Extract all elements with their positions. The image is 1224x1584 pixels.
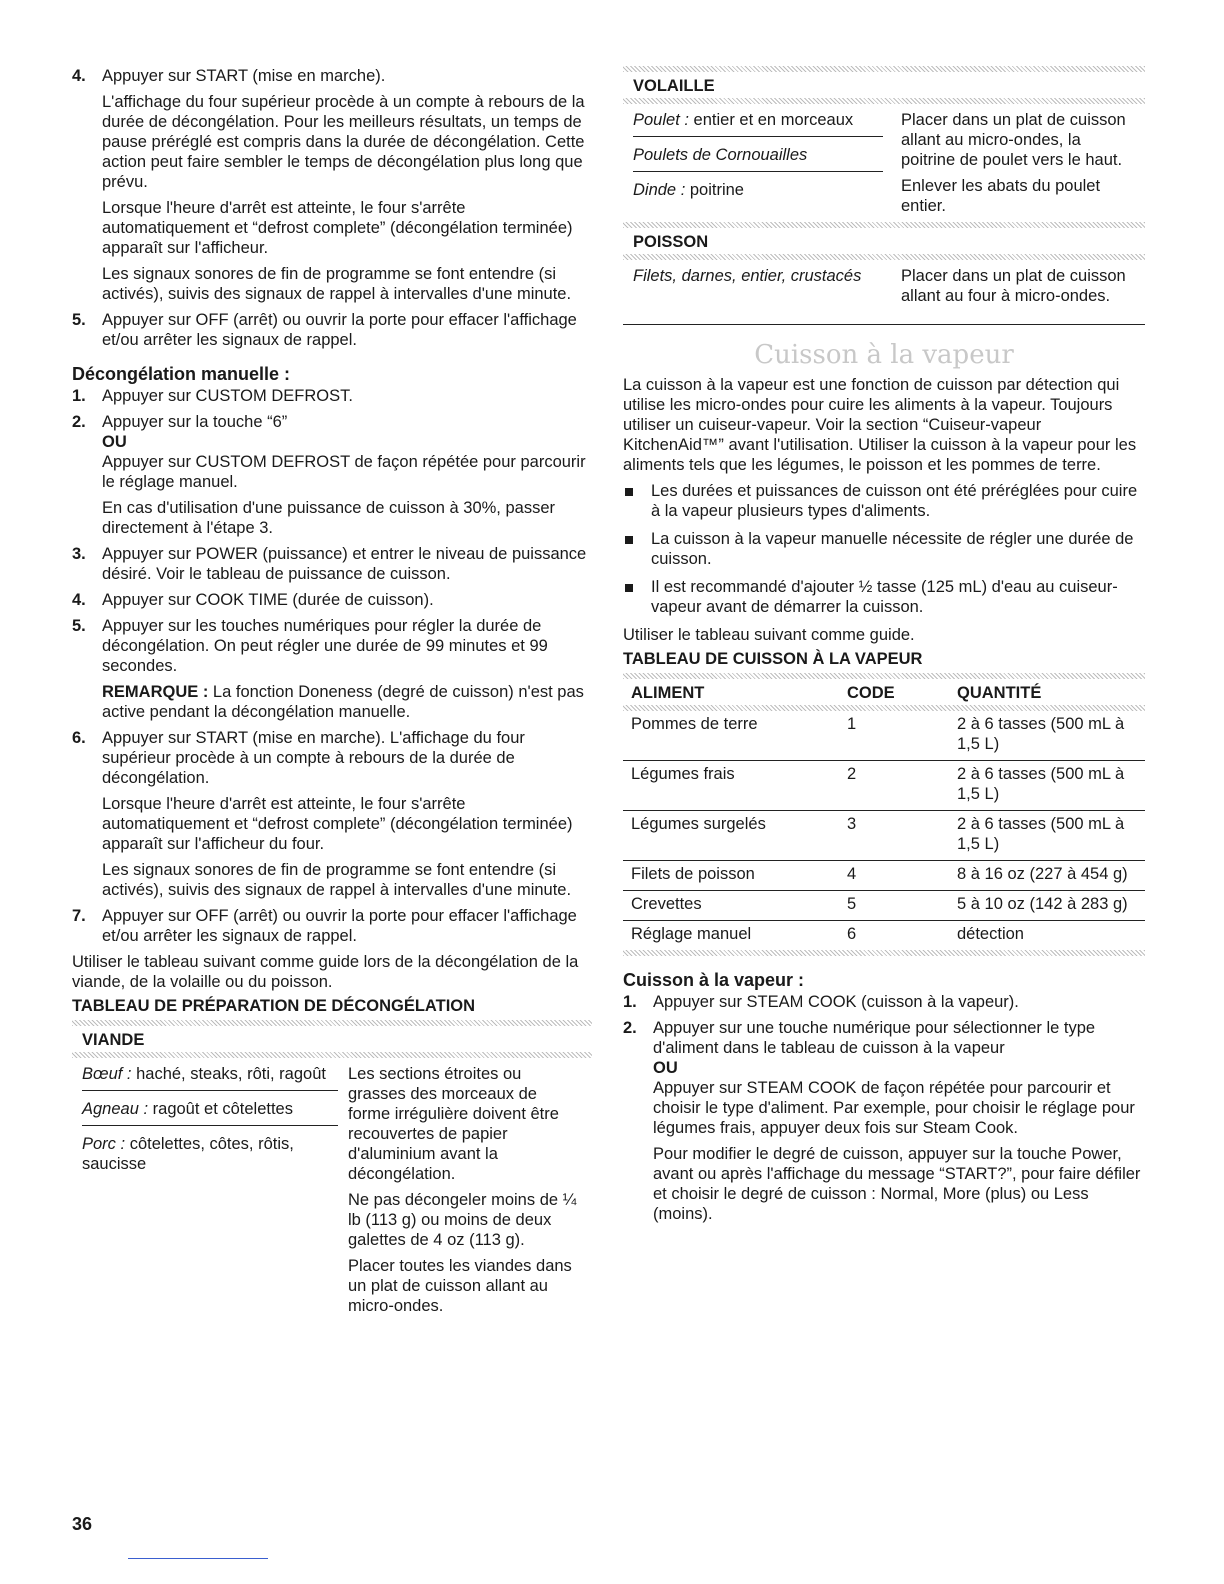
right-column (623, 66, 1145, 1230)
table-row (623, 861, 1145, 891)
manual-step-3 (72, 544, 592, 584)
bullet-text: La cuisson à la vapeur manuelle nécessite de régler une durée de cuisson. (651, 530, 1134, 568)
food-detail: entier et en morceaux (688, 111, 854, 129)
step-text: Appuyer sur une touche numérique pour sélectionner le type d'aliment dans le tableau de cuisson à la vapeur (653, 1019, 1096, 1057)
hatch-divider (623, 950, 1145, 956)
instruction: Placer toutes les viandes dans un plat de cuisson allant au micro-ondes. (348, 1257, 572, 1315)
table-cell: 6 (847, 925, 857, 943)
step-text: Les signaux sonores de fin de programme se font entendre (si activés), suivis des signaux de rappel à intervalles d'une minute. (102, 861, 572, 899)
food-cell (633, 143, 883, 172)
steam-table-title: TABLEAU DE CUISSON À LA VAPEUR (623, 650, 923, 668)
viande-heading: VIANDE (82, 1031, 145, 1049)
table-row (623, 811, 1145, 861)
food-name: Bœuf : (82, 1065, 132, 1083)
food-cell (82, 1132, 338, 1180)
step-text: Lorsque l'heure d'arrêt est atteinte, le four s'arrête automatiquement et “defrost complete” (décongélation terminée) apparaît sur l'afficheur. (102, 199, 573, 257)
footer-rule (128, 1558, 268, 1559)
food-name: Poulet : (633, 111, 689, 129)
step-5 (72, 310, 592, 350)
manual-step-4 (72, 590, 592, 610)
poisson-heading: POISSON (633, 233, 709, 251)
instruction: Ne pas décongeler moins de ¼ lb (113 g) ou moins de deux galettes de 4 oz (113 g). (348, 1191, 577, 1249)
step-text: Appuyer sur la touche “6” (102, 413, 288, 431)
page-number: 36 (72, 1514, 93, 1534)
steam-step-1 (623, 992, 1145, 1012)
food-name: Filets, darnes, entier, crustacés (633, 267, 862, 285)
bullet-square-icon (625, 584, 633, 592)
instruction: Les sections étroites ou grasses des morceaux de forme irrégulière doivent être recouvertes de papier d'aluminium avant la décongélation. (348, 1065, 559, 1183)
steam-step-2 (623, 1018, 1145, 1224)
steam-intro: La cuisson à la vapeur est une fonction de cuisson par détection qui utilise les micro-ondes pour cuire les aliments à la vapeur. Toujours utiliser un cuiseur-vapeur. Voir la section “Cuiseur-vapeur KitchenAid™” avant l'utilisation. Utiliser la cuisson à la vapeur pour les aliments tels que les légumes, le poisson et les pommes de terre. (623, 376, 1137, 474)
manual-defrost-heading: Décongélation manuelle : (72, 364, 291, 384)
step-text: Pour modifier le degré de cuisson, appuyer sur la touche Power, avant ou après l'affichage du message “START?”, pour faire défiler et choisir le degré de cuisson : Normal, More (plus) ou Less (moins). (653, 1145, 1141, 1223)
column-header: QUANTITÉ (957, 684, 1042, 702)
table-cell: 2 (839, 761, 949, 811)
table-row (623, 921, 1145, 951)
step-number: 5. (72, 617, 86, 635)
step-text: Lorsque l'heure d'arrêt est atteinte, le four s'arrête automatiquement et “defrost complete” (décongélation terminée) apparaît sur l'afficheur du four. (102, 795, 573, 853)
step-number: 1. (72, 387, 86, 405)
step-text: Appuyer sur les touches numériques pour régler la durée de décongélation. On peut régler une durée de 99 minutes et 99 secondes. (102, 617, 548, 675)
step-text: Appuyer sur CUSTOM DEFROST de façon répétée pour parcourir le réglage manuel. (102, 453, 586, 491)
bullet-item (623, 529, 1145, 569)
step-text: Appuyer sur START (mise en marche). (102, 67, 386, 85)
step-text: Appuyer sur CUSTOM DEFROST. (102, 387, 353, 405)
food-name: Dinde : (633, 181, 686, 199)
table-row (623, 761, 1145, 811)
step-number: 5. (72, 311, 86, 329)
step-text: Appuyer sur STEAM COOK de façon répétée pour parcourir et choisir le type d'aliment. Par exemple, pour choisir le réglage pour légumes frais, appuyer deux fois sur Steam Cook. (653, 1079, 1135, 1137)
manual-step-2 (72, 412, 592, 538)
table-cell: 3 (839, 811, 949, 861)
table-cell: 4 (839, 861, 949, 891)
table-header-row (623, 679, 1145, 705)
food-name: Poulets de Cornouailles (633, 146, 808, 164)
table-cell: 2 à 6 tasses (500 mL à 1,5 L) (949, 711, 1145, 761)
step-4 (72, 66, 592, 304)
food-name: Agneau : (82, 1100, 149, 1118)
defrost-table-title: TABLEAU DE PRÉPARATION DE DÉCONGÉLATION (72, 997, 476, 1015)
step-number: 7. (72, 907, 86, 925)
viande-table (72, 1058, 592, 1322)
manual-step-1 (72, 386, 592, 406)
step-text: Les signaux sonores de fin de programme se font entendre (si activés), suivis des signaux de rappel à intervalles d'une minute. (102, 265, 572, 303)
bullet-item (623, 481, 1145, 521)
table-row (623, 891, 1145, 921)
remark (102, 682, 592, 722)
food-detail: côtelettes, côtes, rôtis, saucisse (82, 1135, 294, 1173)
remark-text: La fonction Doneness (degré de cuisson) n'est pas active pendant la décongélation manuelle. (102, 683, 584, 721)
table-cell: Réglage manuel (631, 925, 752, 943)
manual-step-6 (72, 728, 592, 900)
instruction: Placer dans un plat de cuisson allant au micro-ondes, la poitrine de poulet vers le haut. (901, 111, 1126, 169)
food-cell (633, 108, 883, 137)
steam-section-title: Cuisson à la vapeur (754, 340, 1014, 370)
food-cell (82, 1062, 338, 1091)
remark-label: REMARQUE : (102, 683, 209, 701)
table-row (623, 711, 1145, 761)
or-label: OU (102, 433, 127, 451)
or-label: OU (653, 1059, 678, 1077)
bullet-square-icon (625, 536, 633, 544)
step-number: 1. (623, 993, 637, 1011)
food-detail: ragoût et côtelettes (148, 1100, 293, 1118)
table-cell: Légumes surgelés (623, 811, 839, 861)
table-cell: 2 à 6 tasses (500 mL à 1,5 L) (949, 761, 1145, 811)
steam-cook-heading: Cuisson à la vapeur : (623, 970, 805, 990)
step-number: 2. (72, 413, 86, 431)
step-number: 2. (623, 1019, 637, 1037)
table-cell: 1 (839, 711, 949, 761)
step-number: 3. (72, 545, 86, 563)
table-cell: Crevettes (623, 891, 839, 921)
table-cell: 8 à 16 oz (227 à 454 g) (949, 861, 1145, 891)
volaille-table (623, 104, 1145, 222)
step-number: 4. (72, 591, 86, 609)
manual-step-7 (72, 906, 592, 946)
table-cell: 5 (839, 891, 949, 921)
food-cell (633, 178, 883, 206)
step-text: En cas d'utilisation d'une puissance de cuisson à 30%, passer directement à l'étape 3. (102, 499, 555, 537)
step-text: Appuyer sur POWER (puissance) et entrer le niveau de puissance désiré. Voir le tableau de puissance de cuisson. (102, 545, 587, 583)
left-column (72, 66, 592, 1322)
table-cell: Filets de poisson (623, 861, 839, 891)
volaille-heading: VOLAILLE (633, 77, 715, 95)
step-text: Appuyer sur START (mise en marche). L'affichage du four supérieur procède à un compte à rebours de la durée de décongélation. (102, 729, 525, 787)
guide-text: Utiliser le tableau suivant comme guide lors de la décongélation de la viande, de la volaille ou du poisson. (72, 953, 579, 991)
column-header: ALIMENT (631, 684, 705, 702)
table-cell: Pommes de terre (623, 711, 839, 761)
bullet-text: Les durées et puissances de cuisson ont été préréglées pour cuire à la vapeur plusieurs types d'aliments. (651, 482, 1138, 520)
food-name: Porc : (82, 1135, 126, 1153)
instruction: Enlever les abats du poulet entier. (901, 177, 1101, 215)
manual-step-5 (72, 616, 592, 722)
food-detail: poitrine (685, 181, 744, 199)
step-text: Appuyer sur OFF (arrêt) ou ouvrir la porte pour effacer l'affichage et/ou arrêter les signaux de rappel. (102, 311, 577, 349)
food-cell (82, 1097, 338, 1126)
table-cell: 5 à 10 oz (142 à 283 g) (949, 891, 1145, 921)
column-header: CODE (847, 684, 895, 702)
step-text: L'affichage du four supérieur procède à un compte à rebours de la durée de décongélation. Pour les meilleurs résultats, un temps de pause préréglé est compris dans la durée de décongélation. Cette action peut faire sembler le temps de décongélation plus long que prévu. (102, 93, 585, 191)
steam-table (623, 679, 1145, 950)
step-text: Appuyer sur OFF (arrêt) ou ouvrir la porte pour effacer l'affichage et/ou arrêter les signaux de rappel. (102, 907, 577, 945)
guide-text: Utiliser le tableau suivant comme guide. (623, 626, 915, 644)
bullet-text: Il est recommandé d'ajouter ½ tasse (125 mL) d'eau au cuiseur-vapeur avant de démarrer la cuisson. (651, 578, 1118, 616)
step-number: 6. (72, 729, 86, 747)
table-cell: Légumes frais (623, 761, 839, 811)
table-cell: 2 à 6 tasses (500 mL à 1,5 L) (949, 811, 1145, 861)
step-number: 4. (72, 67, 86, 85)
instruction: Placer dans un plat de cuisson allant au four à micro-ondes. (901, 267, 1126, 305)
bullet-square-icon (625, 488, 633, 496)
food-detail: haché, steaks, rôti, ragoût (131, 1065, 326, 1083)
table-cell: détection (957, 925, 1024, 943)
poisson-table (623, 260, 1145, 325)
step-text: Appuyer sur STEAM COOK (cuisson à la vapeur). (653, 993, 1019, 1011)
step-text: Appuyer sur COOK TIME (durée de cuisson). (102, 591, 434, 609)
bullet-item (623, 577, 1145, 617)
